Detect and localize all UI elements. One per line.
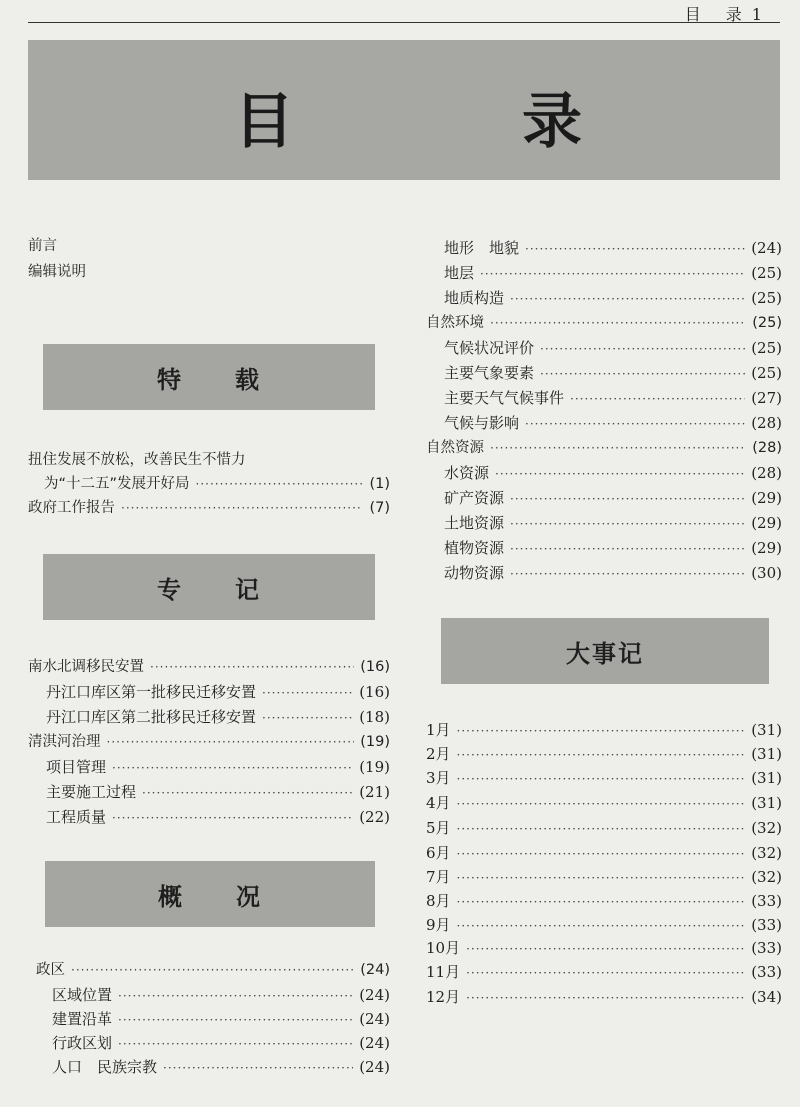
toc-bianji[interactable]: 编辑说明 <box>28 264 86 280</box>
toc-dongwu-ziyuan[interactable]: 动物资源 ····· (30) <box>444 563 782 584</box>
dot-leader <box>262 708 353 728</box>
toc-qixiang-yaosu[interactable]: 主要气象要素 ····· (25) <box>444 363 782 384</box>
dot-leader <box>540 364 745 384</box>
toc-nanshuibeidiao[interactable]: 南水北调移民安置 ····· (16) <box>28 657 390 677</box>
toc-kuangchan-ziyuan[interactable]: 矿产资源 ····· (29) <box>444 488 782 509</box>
banner-dashiji: 大事记 <box>441 618 769 684</box>
toc-tianqi-shijian[interactable]: 主要天气气候事件 ····· (27) <box>444 388 782 409</box>
toc-zhiwu-ziyuan[interactable]: 植物资源 ····· (29) <box>444 538 782 559</box>
toc-dizhi-gouzao[interactable]: 地质构造 ····· (25) <box>444 288 782 309</box>
dot-leader <box>142 783 353 803</box>
toc-month-10[interactable]: 10月 ····· (33) <box>426 938 782 959</box>
toc-gongcheng-zhiliang[interactable]: 工程质量 ····· (22) <box>46 807 390 828</box>
toc-shigong-guocheng[interactable]: 主要施工过程 ····· (21) <box>46 782 390 803</box>
dot-leader <box>525 239 745 259</box>
toc-month-1[interactable]: 1月 ····· (31) <box>426 720 782 741</box>
dot-leader <box>457 844 746 864</box>
toc-zhengfu-baogao[interactable]: 政府工作报告 ····· (7) <box>28 498 390 518</box>
toc-month-9[interactable]: 9月 ····· (33) <box>426 915 782 936</box>
toc-renkou-minzu[interactable]: 人口 民族宗教 ····· (24) <box>52 1057 390 1078</box>
dot-leader <box>510 514 745 534</box>
toc-diceng[interactable]: 地层 ····· (25) <box>444 263 782 284</box>
title-banner <box>28 40 780 180</box>
toc-tezai-line1[interactable]: 扭住发展不放松，改善民生不惜力 <box>28 452 246 468</box>
banner-gaikuang: 概 况 <box>45 861 375 927</box>
toc-month-2[interactable]: 2月 ····· (31) <box>426 744 782 765</box>
toc-qianyan[interactable]: 前言 <box>28 238 57 254</box>
toc-month-3[interactable]: 3月 ····· (31) <box>426 768 782 789</box>
dot-leader <box>457 868 746 888</box>
toc-dixing-dimao[interactable]: 地形 地貌 ····· (24) <box>444 238 782 259</box>
banner-zhuanji: 专 记 <box>43 554 375 620</box>
dot-leader <box>540 339 745 359</box>
dot-leader <box>510 539 745 559</box>
toc-ziran-ziyuan[interactable]: 自然资源 ····· (28) <box>426 438 782 458</box>
banner-tezai: 特 载 <box>43 344 375 410</box>
toc-zhengqu[interactable]: 政区 ····· (24) <box>36 960 390 980</box>
dot-leader <box>457 721 746 741</box>
dot-leader <box>525 414 745 434</box>
dot-leader <box>490 313 746 333</box>
dot-leader <box>510 289 745 309</box>
dot-leader <box>457 819 746 839</box>
dot-leader <box>112 808 353 828</box>
toc-jianzhi-yange[interactable]: 建置沿革 ····· (24) <box>52 1009 390 1030</box>
dot-leader <box>121 498 363 518</box>
toc-month-4[interactable]: 4月 ····· (31) <box>426 793 782 814</box>
running-header <box>28 0 780 23</box>
toc-month-8[interactable]: 8月 ····· (33) <box>426 891 782 912</box>
toc-month-6[interactable]: 6月 ····· (32) <box>426 843 782 864</box>
toc-shui-ziyuan[interactable]: 水资源 ····· (28) <box>444 463 782 484</box>
toc-tezai-line2[interactable]: 为“十二五”发展开好局 ····· (1) <box>44 474 390 494</box>
dot-leader <box>196 474 364 494</box>
dot-leader <box>466 963 745 983</box>
toc-ziran-huanjing[interactable]: 自然环境 ····· (25) <box>426 313 782 333</box>
toc-month-7[interactable]: 7月 ····· (32) <box>426 867 782 888</box>
dot-leader <box>490 438 746 458</box>
dot-leader <box>457 769 746 789</box>
dot-leader <box>457 916 746 936</box>
dot-leader <box>480 264 745 284</box>
toc-qihou-pingjia[interactable]: 气候状况评价 ····· (25) <box>444 338 782 359</box>
dot-leader <box>107 732 355 752</box>
dot-leader <box>150 657 354 677</box>
toc-xiangmu-guanli[interactable]: 项目管理 ····· (19) <box>46 757 390 778</box>
dot-leader <box>510 564 745 584</box>
dot-leader <box>457 892 746 912</box>
dot-leader <box>163 1058 353 1078</box>
toc-tudi-ziyuan[interactable]: 土地资源 ····· (29) <box>444 513 782 534</box>
toc-month-11[interactable]: 11月 ····· (33) <box>426 962 782 983</box>
running-header-title: 目 录1 <box>684 5 772 24</box>
toc-qingqihe[interactable]: 清淇河治理 ····· (19) <box>28 732 390 752</box>
dot-leader <box>466 988 745 1008</box>
title-char-2: 录 <box>522 87 582 157</box>
dot-leader <box>118 986 353 1006</box>
toc-xingzheng-quhua[interactable]: 行政区划 ····· (24) <box>52 1033 390 1054</box>
toc-qihou-yingxiang[interactable]: 气候与影响 ····· (28) <box>444 413 782 434</box>
toc-danjiangkou-1[interactable]: 丹江口库区第一批移民迁移安置 ····· (16) <box>46 682 390 703</box>
toc-quyu-weizhi[interactable]: 区域位置 ····· (24) <box>52 985 390 1006</box>
dot-leader <box>118 1034 353 1054</box>
toc-danjiangkou-2[interactable]: 丹江口库区第二批移民迁移安置 ····· (18) <box>46 707 390 728</box>
toc-month-5[interactable]: 5月 ····· (32) <box>426 818 782 839</box>
dot-leader <box>570 389 745 409</box>
dot-leader <box>466 939 745 959</box>
dot-leader <box>71 960 354 980</box>
toc-month-12[interactable]: 12月 ····· (34) <box>426 987 782 1008</box>
title-char-1: 目 <box>234 87 294 157</box>
dot-leader <box>510 489 745 509</box>
dot-leader <box>262 683 353 703</box>
dot-leader <box>495 464 745 484</box>
dot-leader <box>457 794 746 814</box>
dot-leader <box>457 745 746 765</box>
dot-leader <box>118 1010 353 1030</box>
dot-leader <box>112 758 353 778</box>
